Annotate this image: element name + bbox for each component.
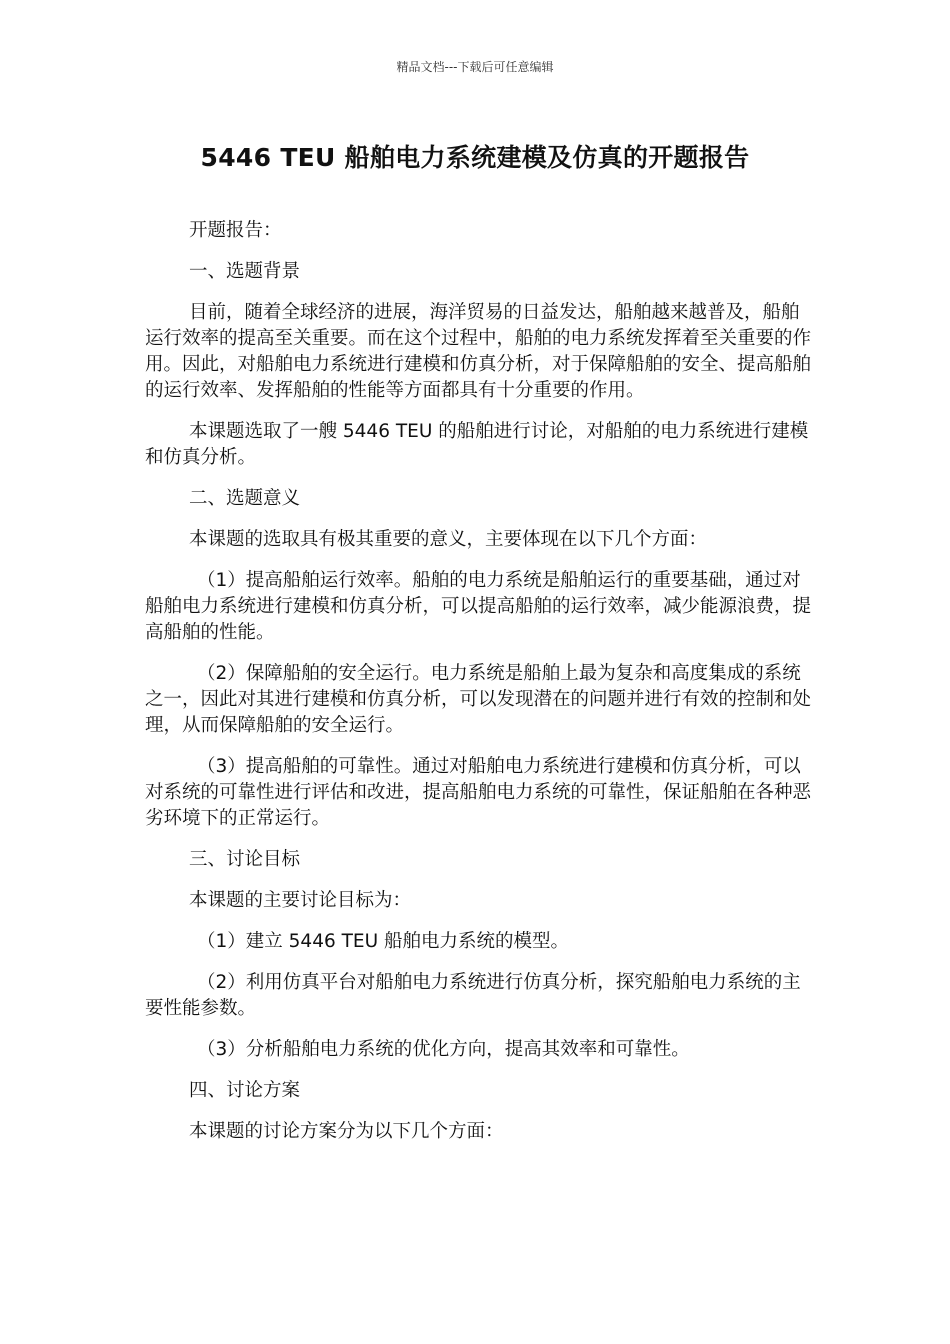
body-paragraph: 本课题的主要讨论目标为： — [189, 890, 412, 911]
body-paragraph: 目前，随着全球经济的进展，海洋贸易的日益发达，船舶越来越普及，船舶运行效率的提高至关重要。而在这个过程中，船舶的电力系统发挥着至关重要的作用。因此，对船舶电力系统进行建模和仿真分析，对于保障船舶的安全、提高船舶的运行效率、发挥船舶的性能等方面都具有十分重要的作用。 — [145, 302, 812, 401]
body-paragraph: 本课题的讨论方案分为以下几个方面： — [189, 1121, 504, 1142]
section-label: 开题报告： — [189, 220, 282, 241]
list-item-paragraph: （2）保障船舶的安全运行。电力系统是船舶上最为复杂和高度集成的系统之一，因此对其进行建模和仿真分析，可以发现潜在的问题并进行有效的控制和处理，从而保障船舶的安全运行。 — [145, 663, 812, 736]
section-heading: 四、讨论方案 — [189, 1080, 301, 1101]
list-item-paragraph: （3）提高船舶的可靠性。通过对船舶电力系统进行建模和仿真分析，可以对系统的可靠性进行评估和改进，提高船舶电力系统的可靠性，保证船舶在各种恶劣环境下的正常运行。 — [145, 756, 812, 829]
body-paragraph: 本课题选取了一艘 5446 TEU 的船舶进行讨论，对船舶的电力系统进行建模和仿真分析。 — [145, 421, 809, 468]
section-heading: 二、选题意义 — [189, 488, 301, 509]
list-item-paragraph: （1）提高船舶运行效率。船舶的电力系统是船舶运行的重要基础，通过对船舶电力系统进行建模和仿真分析，可以提高船舶的运行效率，减少能源浪费，提高船舶的性能。 — [145, 570, 812, 643]
list-item-paragraph: （3）分析船舶电力系统的优化方向，提高其效率和可靠性。 — [197, 1039, 690, 1060]
document-title: 5446 TEU 船舶电力系统建模及仿真的开题报告 — [200, 143, 750, 172]
list-item-paragraph: （2）利用仿真平台对船舶电力系统进行仿真分析，探究船舶电力系统的主要性能参数。 — [145, 972, 801, 1019]
document-body — [145, 218, 817, 1160]
page-header-note: 精品文档---下载后可任意编辑 — [396, 60, 554, 74]
body-paragraph: 本课题的选取具有极其重要的意义，主要体现在以下几个方面： — [189, 529, 708, 550]
section-heading: 三、讨论目标 — [189, 849, 301, 870]
list-item-paragraph: （1）建立 5446 TEU 船舶电力系统的模型。 — [197, 931, 570, 952]
section-heading: 一、选题背景 — [189, 261, 301, 282]
